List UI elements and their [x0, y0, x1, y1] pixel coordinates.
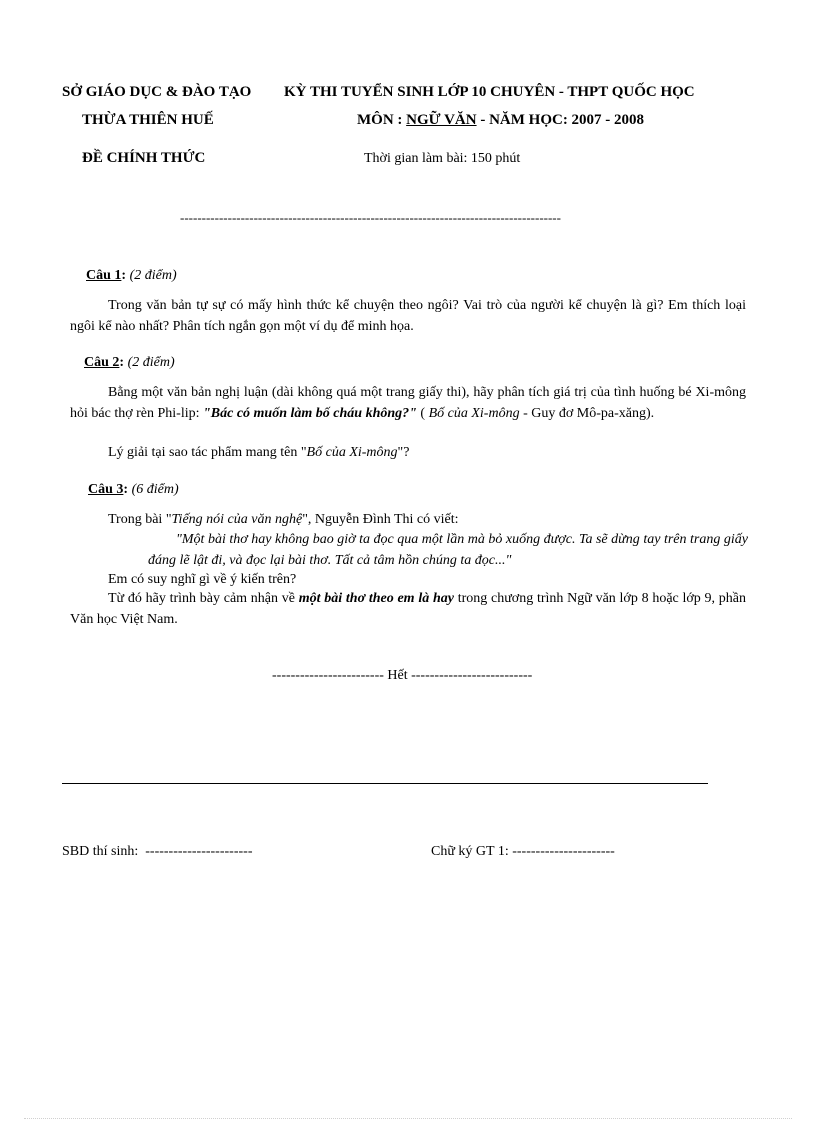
department-name: SỞ GIÁO DỤC & ĐÀO TẠO [62, 84, 252, 100]
candidate-number-label: SBD thí sinh: [62, 844, 139, 859]
horizontal-rule [62, 783, 708, 784]
candidate-number-field [62, 844, 252, 860]
time-limit: Thời gian làm bài: 150 phút [364, 151, 521, 166]
question-3-label: Câu 3 [88, 482, 124, 497]
question-2-heading [84, 355, 175, 371]
question-3-colon: : [123, 482, 132, 497]
question-2-text-a: Bằng một văn bản nghị luận (dài không quá một trang giấy thi), hãy phân tích giá trị của tình huống bé Xi-mông hỏi bác thợ rèn Phi-lip: [70, 385, 746, 421]
question-3-line-a: Em có suy nghĩ gì về ý kiến trên? [108, 572, 297, 587]
question-2-line2-b: "? [397, 445, 410, 460]
question-3-line-b [70, 588, 746, 630]
question-2-text-b: ( [416, 406, 429, 421]
question-1-heading [86, 268, 177, 284]
invigilator-signature-blank: ---------------------- [512, 844, 615, 859]
question-3-heading [88, 482, 179, 498]
question-3-intro [70, 509, 746, 530]
subject-prefix: MÔN : [357, 112, 407, 128]
invigilator-signature-field [431, 844, 615, 860]
question-3-intro-title: Tiếng nói của văn nghệ [171, 512, 303, 527]
question-2-text-c: - Guy đơ Mô-pa-xăng). [519, 406, 655, 421]
question-3-quote: "Một bài thơ hay không bao giờ ta đọc qua một lần mà bỏ xuống được. Ta sẽ dừng tay trên trang giấy đáng lẽ lật đi, và đọc lại bài thơ. Tất cả tâm hồn chúng ta đọc..." [148, 532, 748, 568]
question-3-intro-a: Trong bài " [108, 512, 172, 527]
question-1-colon: : [121, 268, 130, 283]
question-1-text: Trong văn bản tự sự có mấy hình thức kể chuyện theo ngôi? Vai trò của người kể chuyện là gì? Em thích loại ngôi kể nào nhất? Phân tích ngắn gọn một ví dụ để minh họa. [70, 298, 746, 334]
page-bottom-border [24, 1118, 792, 1119]
question-3-line-b1: Từ đó hãy trình bày cảm nhận về [108, 591, 299, 606]
question-2-text [70, 382, 746, 424]
candidate-number-blank: ----------------------- [145, 844, 253, 859]
subject-line [357, 112, 644, 129]
invigilator-signature-label: Chữ ký GT 1: [431, 844, 509, 859]
question-2-line2-a: Lý giải tại sao tác phẩm mang tên " [108, 445, 307, 460]
question-2-line2 [70, 442, 746, 463]
question-2-quote: "Bác có muốn làm bố cháu không?" [203, 406, 417, 421]
question-1-points: (2 điểm) [129, 268, 177, 283]
official-label: ĐỀ CHÍNH THỨC [82, 150, 206, 166]
question-2-label: Câu 2 [84, 355, 120, 370]
separator-line: ---------------------------------------------------------------------------------------- [180, 210, 561, 225]
subject-suffix: - NĂM HỌC: 2007 - 2008 [476, 112, 645, 128]
question-2-colon: : [119, 355, 128, 370]
exam-title: KỲ THI TUYỂN SINH LỚP 10 CHUYÊN - THPT QUỐC HỌC [284, 84, 695, 100]
province-name: THỪA THIÊN HUẾ [82, 112, 214, 128]
question-3-intro-b: ", Nguyễn Đình Thi có viết: [302, 512, 459, 527]
question-3-line-b-bold: một bài thơ theo em là hay [298, 591, 454, 606]
subject-name: NGỮ VĂN [406, 112, 477, 128]
question-2-work-title: Bố của Xi-mông [428, 406, 520, 421]
question-1-label: Câu 1 [86, 268, 122, 283]
question-3-line-b2: trong chương trình Ngữ văn lớp 8 hoặc lớp 9, phần Văn học Việt Nam. [70, 591, 746, 627]
question-2-line2-title: Bố của Xi-mông [306, 445, 398, 460]
end-marker: ------------------------ Hết -------------------------- [272, 668, 533, 683]
question-3-points: (6 điểm) [131, 482, 179, 497]
question-2-points: (2 điểm) [127, 355, 175, 370]
